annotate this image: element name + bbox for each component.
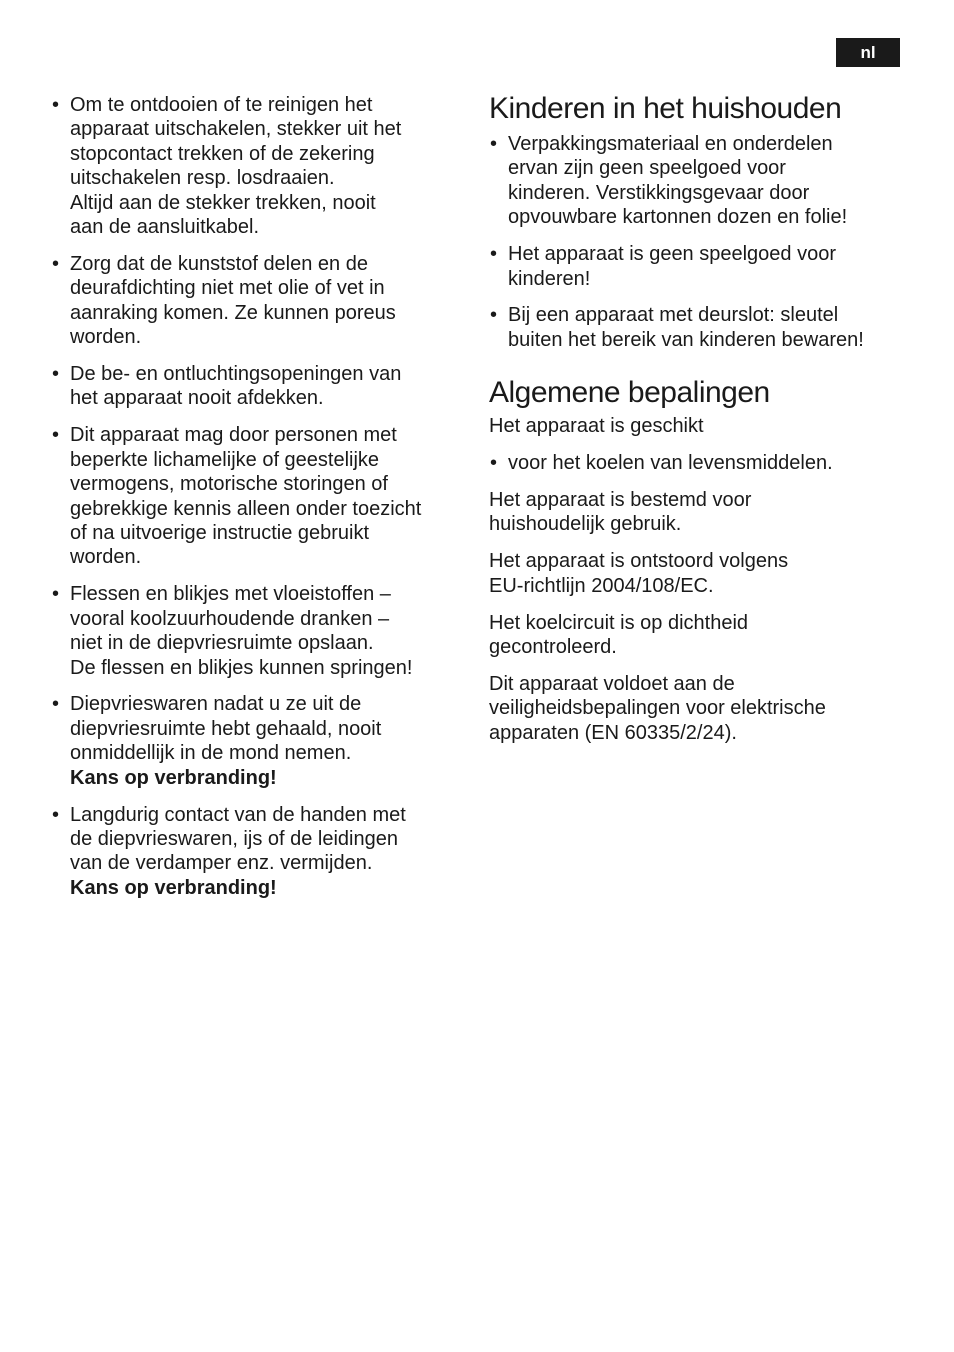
text-line: kinderen. Verstikkingsgevaar door xyxy=(508,181,810,204)
text-line: Het apparaat is bestemd voor xyxy=(489,489,752,512)
text-line: uitschakelen resp. losdraaien. xyxy=(70,167,335,190)
text-line: • Flessen en blikjes met vloeistoffen – xyxy=(70,583,391,606)
text-line: • Diepvrieswaren nadat u ze uit de xyxy=(70,693,362,716)
algemeen-list xyxy=(489,451,909,475)
kinderen-list xyxy=(489,132,909,352)
text-line: niet in de diepvriesruimte opslaan. xyxy=(70,632,374,655)
text-line: aan de aansluitkabel. xyxy=(70,216,260,239)
text-line: apparaat uitschakelen, stekker uit het xyxy=(70,118,402,141)
text-line: deurafdichting niet met olie of vet in xyxy=(70,277,385,300)
text-line: kinderen! xyxy=(508,267,591,290)
text-line: opvouwbare kartonnen dozen en folie! xyxy=(508,206,848,229)
text-line: aanraking komen. Ze kunnen poreus xyxy=(70,301,396,324)
text-line: gebrekkige kennis alleen onder toezicht xyxy=(70,497,422,520)
list-item xyxy=(489,451,909,475)
text-line: • Verpakkingsmateriaal en onderdelen xyxy=(508,133,833,155)
text-line: Altijd aan de stekker trekken, nooit xyxy=(70,191,376,214)
safety-instructions-list xyxy=(50,93,460,900)
text-line: • Langdurig contact van de handen met xyxy=(70,803,406,826)
list-item xyxy=(50,93,460,239)
text-line: vermogens, motorische storingen of xyxy=(70,473,388,496)
text-line: beperkte lichamelijke of geestelijke xyxy=(70,448,380,471)
text-line: diepvriesruimte hebt gehaald, nooit xyxy=(70,717,382,740)
text-line: • De be- en ontluchtingsopeningen van xyxy=(70,363,402,386)
text-line: het apparaat nooit afdekken. xyxy=(70,387,324,410)
paragraph xyxy=(489,488,909,537)
text-line: Het apparaat is ontstoord volgens xyxy=(489,550,789,573)
list-item xyxy=(50,252,460,350)
list-item xyxy=(50,582,460,680)
text-line: stopcontact trekken of de zekering xyxy=(70,142,375,165)
safety-instructions-column xyxy=(50,93,460,913)
text-line: huishoudelijk gebruik. xyxy=(489,513,682,536)
paragraph xyxy=(489,549,909,598)
text-line: ervan zijn geen speelgoed voor xyxy=(508,157,786,180)
text-line: worden. xyxy=(70,326,142,349)
list-item xyxy=(489,303,909,352)
text-line: gecontroleerd. xyxy=(489,636,617,659)
text-line: Dit apparaat voldoet aan de xyxy=(489,673,735,695)
paragraph xyxy=(489,672,909,745)
right-column xyxy=(489,90,909,758)
text-line: worden. xyxy=(70,546,142,569)
text-line: • Om te ontdooien of te reinigen het xyxy=(70,94,373,116)
list-item xyxy=(489,132,909,230)
section-heading-algemeen: Algemene bepalingen xyxy=(489,376,770,410)
section-heading-kinderen: Kinderen in het huishouden xyxy=(489,92,842,125)
list-item xyxy=(50,692,460,790)
text-line: EU-richtlijn 2004/108/EC. xyxy=(489,574,714,597)
text-line: • Bij een apparaat met deurslot: sleutel xyxy=(508,304,839,327)
text-line: Het koelcircuit is op dichtheid xyxy=(489,611,749,634)
list-item xyxy=(50,423,460,569)
text-line: van de verdamper enz. vermijden. xyxy=(70,852,373,875)
text-line: • voor het koelen van levensmiddelen. xyxy=(508,452,833,475)
warning-text: Kans op verbranding! xyxy=(70,876,277,899)
text-line: • Dit apparaat mag door personen met xyxy=(70,424,397,447)
text-line: onmiddellijk in de mond nemen. xyxy=(70,742,352,765)
text-line: apparaten (EN 60335/2/24). xyxy=(489,721,737,744)
text-line: veiligheidsbepalingen voor elektrische xyxy=(489,697,826,720)
paragraph xyxy=(489,611,909,660)
list-item xyxy=(50,803,460,901)
text-line: Het apparaat is geschikt xyxy=(489,415,704,438)
list-item xyxy=(50,362,460,411)
list-item xyxy=(489,242,909,291)
text-line: • Zorg dat de kunststof delen en de xyxy=(70,252,368,275)
text-line: of na uitvoerige instructie gebruikt xyxy=(70,522,370,544)
language-badge: nl xyxy=(836,38,900,67)
text-line: buiten het bereik van kinderen bewaren! xyxy=(508,328,864,351)
warning-text: Kans op verbranding! xyxy=(70,766,277,789)
text-line: • Het apparaat is geen speelgoed voor xyxy=(508,243,837,266)
text-line: vooral koolzuurhoudende dranken – xyxy=(70,607,390,630)
text-line: De flessen en blikjes kunnen springen! xyxy=(70,656,413,679)
paragraph xyxy=(489,414,909,438)
text-line: de diepvrieswaren, ijs of de leidingen xyxy=(70,827,398,850)
